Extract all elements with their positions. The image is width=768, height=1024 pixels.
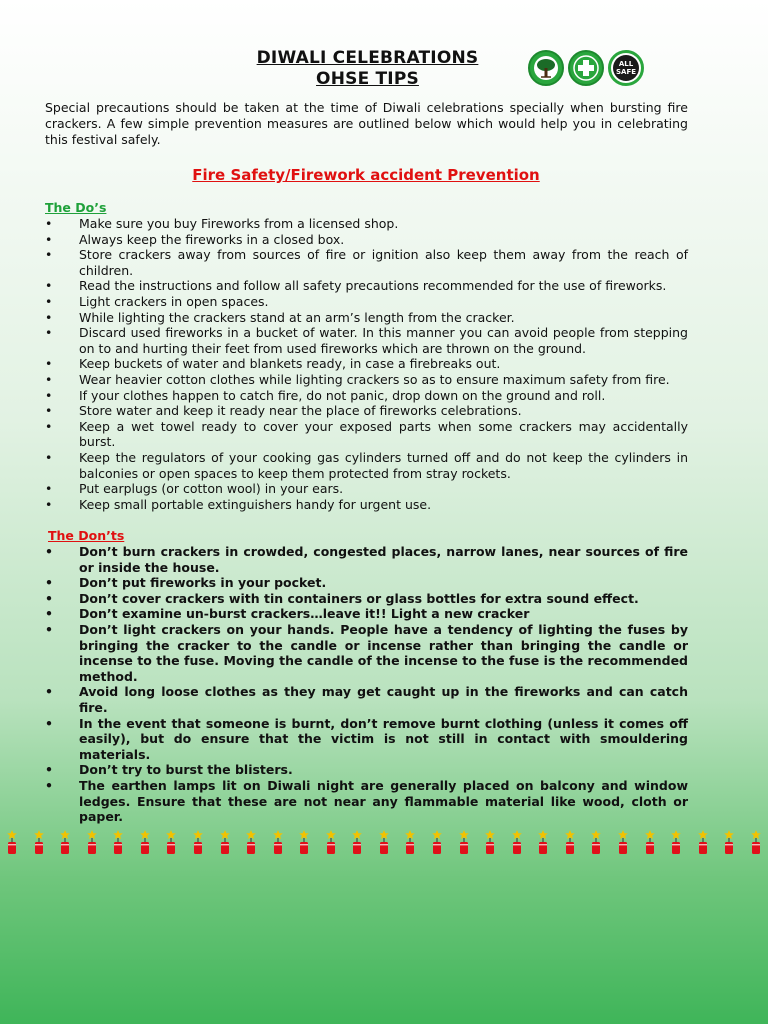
bullet-icon: • [45,278,53,294]
bullet-icon: • [45,606,53,622]
list-item [45,325,688,356]
list-item-text: Keep the regulators of your cooking gas cylinders turned off and do not keep the cylinders in balconies or open spaces to keep them protected from stray rockets. [79,449,688,481]
list-item [45,294,688,310]
bullet-icon: • [45,777,53,793]
bullet-icon: • [45,684,53,700]
firecracker-icon [668,829,684,855]
list-item [45,481,688,497]
firecracker-icon [642,829,658,855]
list-item-text: Keep buckets of water and blankets ready, in case a firebreaks out. [79,356,501,372]
list-item [45,622,688,684]
list-item [45,232,688,248]
logo-group [528,50,644,86]
list-item [45,778,688,825]
firecracker-icon [535,829,551,855]
firecracker-icon [137,829,153,855]
bullet-icon: • [45,621,53,637]
bullet-icon: • [45,403,53,419]
firecracker-icon [323,829,339,855]
list-item-text: Wear heavier cotton clothes while lighting crackers so as to ensure maximum safety from fire. [79,371,670,387]
list-item [45,247,688,278]
list-item-text: Put earplugs (or cotton wool) in your ears. [79,481,344,497]
list-item-text: The earthen lamps lit on Diwali night are generally placed on balcony and window ledges. Ensure that these are not near any flammable material like wood, cloth or paper. [79,777,688,825]
bullet-icon: • [45,293,53,309]
bullet-icon: • [45,356,53,372]
bullet-icon: • [45,715,53,731]
all-safe-logo-icon [608,50,644,86]
list-item-text: Store water and keep it ready near the place of fireworks celebrations. [79,403,522,419]
firecracker-icon [429,829,445,855]
list-item-text: If your clothes happen to catch fire, do not panic, drop down on the ground and roll. [79,387,606,403]
firecracker-border [0,829,768,855]
bullet-icon: • [45,590,53,606]
firecracker-icon [376,829,392,855]
list-item-text: Don’t examine un-burst crackers…leave it!! Light a new cracker [79,606,530,622]
list-item [45,544,688,575]
list-item [45,388,688,404]
firecracker-icon [31,829,47,855]
dos-list [45,216,688,512]
list-item [45,606,688,622]
bullet-icon: • [45,247,53,263]
firecracker-icon [243,829,259,855]
bullet-icon: • [45,544,53,559]
firecracker-icon [349,829,365,855]
dos-heading: The Do’s [45,200,107,215]
bullet-icon: • [45,371,53,387]
list-item-text: Don’t try to burst the blisters. [79,762,293,778]
list-item-text: Light crackers in open spaces. [79,293,269,309]
bullet-icon: • [45,496,53,512]
list-item-text: Keep a wet towel ready to cover your exposed parts when some crackers may accidentally burst. [79,418,688,450]
firecracker-icon [456,829,472,855]
list-item-text: In the event that someone is burnt, don’t remove burnt clothing (unless it comes off easily), but do ensure that the victim is not still in contact with smouldering materials. [79,715,688,762]
list-item-text: Don’t light crackers on your hands. People have a tendency of lighting the fuses by bringing the cracker to the candle or incense rather than bringing the candle or incense to the fuse. Moving the candle of the incense to the fuse is the recommended method. [79,621,688,684]
list-item [45,591,688,607]
firecracker-icon [110,829,126,855]
list-item [45,372,688,388]
list-item [45,762,688,778]
firecracker-icon [721,829,737,855]
firecracker-icon [402,829,418,855]
bullet-icon: • [45,216,53,231]
firecracker-icon [163,829,179,855]
donts-heading: The Don’ts [48,528,125,543]
list-item-text: Read the instructions and follow all safety precautions recommended for the use of fireworks. [79,278,667,294]
all-safe-logo-text: ALL SAFE [613,55,639,81]
bullet-icon: • [45,762,53,778]
list-item-text: Avoid long loose clothes as they may get caught up in the fireworks and can catch fire. [79,684,688,715]
list-item-text: Discard used fireworks in a bucket of water. In this manner you can avoid people from stepping on to and hurting their feet from used fireworks which are thrown on the ground. [79,325,688,356]
donts-list [45,544,688,825]
page-title-line1: DIWALI CELEBRATIONS [256,48,479,68]
page-title-line2: OHSE TIPS [316,69,419,89]
list-item-text: Don’t cover crackers with tin containers or glass bottles for extra sound effect. [79,590,639,606]
firecracker-icon [615,829,631,855]
bullet-icon: • [45,575,53,591]
tree-logo-icon [528,50,564,86]
firecracker-icon [4,829,20,855]
firecracker-icon [296,829,312,855]
firecracker-icon [695,829,711,855]
firecracker-icon [270,829,286,855]
list-item [45,497,688,513]
bullet-icon: • [45,325,53,341]
list-item-text: Store crackers away from sources of fire or ignition also keep them away from the reach of children. [79,247,688,278]
intro-paragraph: Special precautions should be taken at the time of Diwali celebrations specially when bursting fire crackers. A few simple prevention measures are outlined below which would help you in celebrating this festival safely. [45,100,688,147]
list-item-text: Don’t put fireworks in your pocket. [79,575,327,591]
bullet-icon: • [45,449,53,465]
bullet-icon: • [45,387,53,403]
list-item [45,403,688,419]
list-item [45,716,688,763]
list-item [45,356,688,372]
firecracker-icon [57,829,73,855]
firecracker-icon [190,829,206,855]
list-item [45,575,688,591]
list-item [45,310,688,326]
list-item-text: Keep small portable extinguishers handy for urgent use. [79,496,432,512]
list-item [45,684,688,715]
list-item [45,450,688,481]
bullet-icon: • [45,309,53,325]
first-aid-cross-icon [568,50,604,86]
list-item [45,278,688,294]
firecracker-icon [588,829,604,855]
bullet-icon: • [45,231,53,247]
list-item-text: Always keep the fireworks in a closed box. [79,231,345,247]
firecracker-icon [84,829,100,855]
list-item [45,419,688,450]
bullet-icon: • [45,418,53,434]
list-item [45,216,688,232]
firecracker-icon [509,829,525,855]
bullet-icon: • [45,481,53,497]
list-item-text: Make sure you buy Fireworks from a licensed shop. [79,216,399,231]
firecracker-icon [748,829,764,855]
firecracker-icon [217,829,233,855]
section-title: Fire Safety/Firework accident Prevention [192,166,540,184]
list-item-text: Don’t burn crackers in crowded, congested places, narrow lanes, near sources of fire or inside the house. [79,544,688,575]
list-item-text: While lighting the crackers stand at an arm’s length from the cracker. [79,309,515,325]
firecracker-icon [562,829,578,855]
firecracker-icon [482,829,498,855]
